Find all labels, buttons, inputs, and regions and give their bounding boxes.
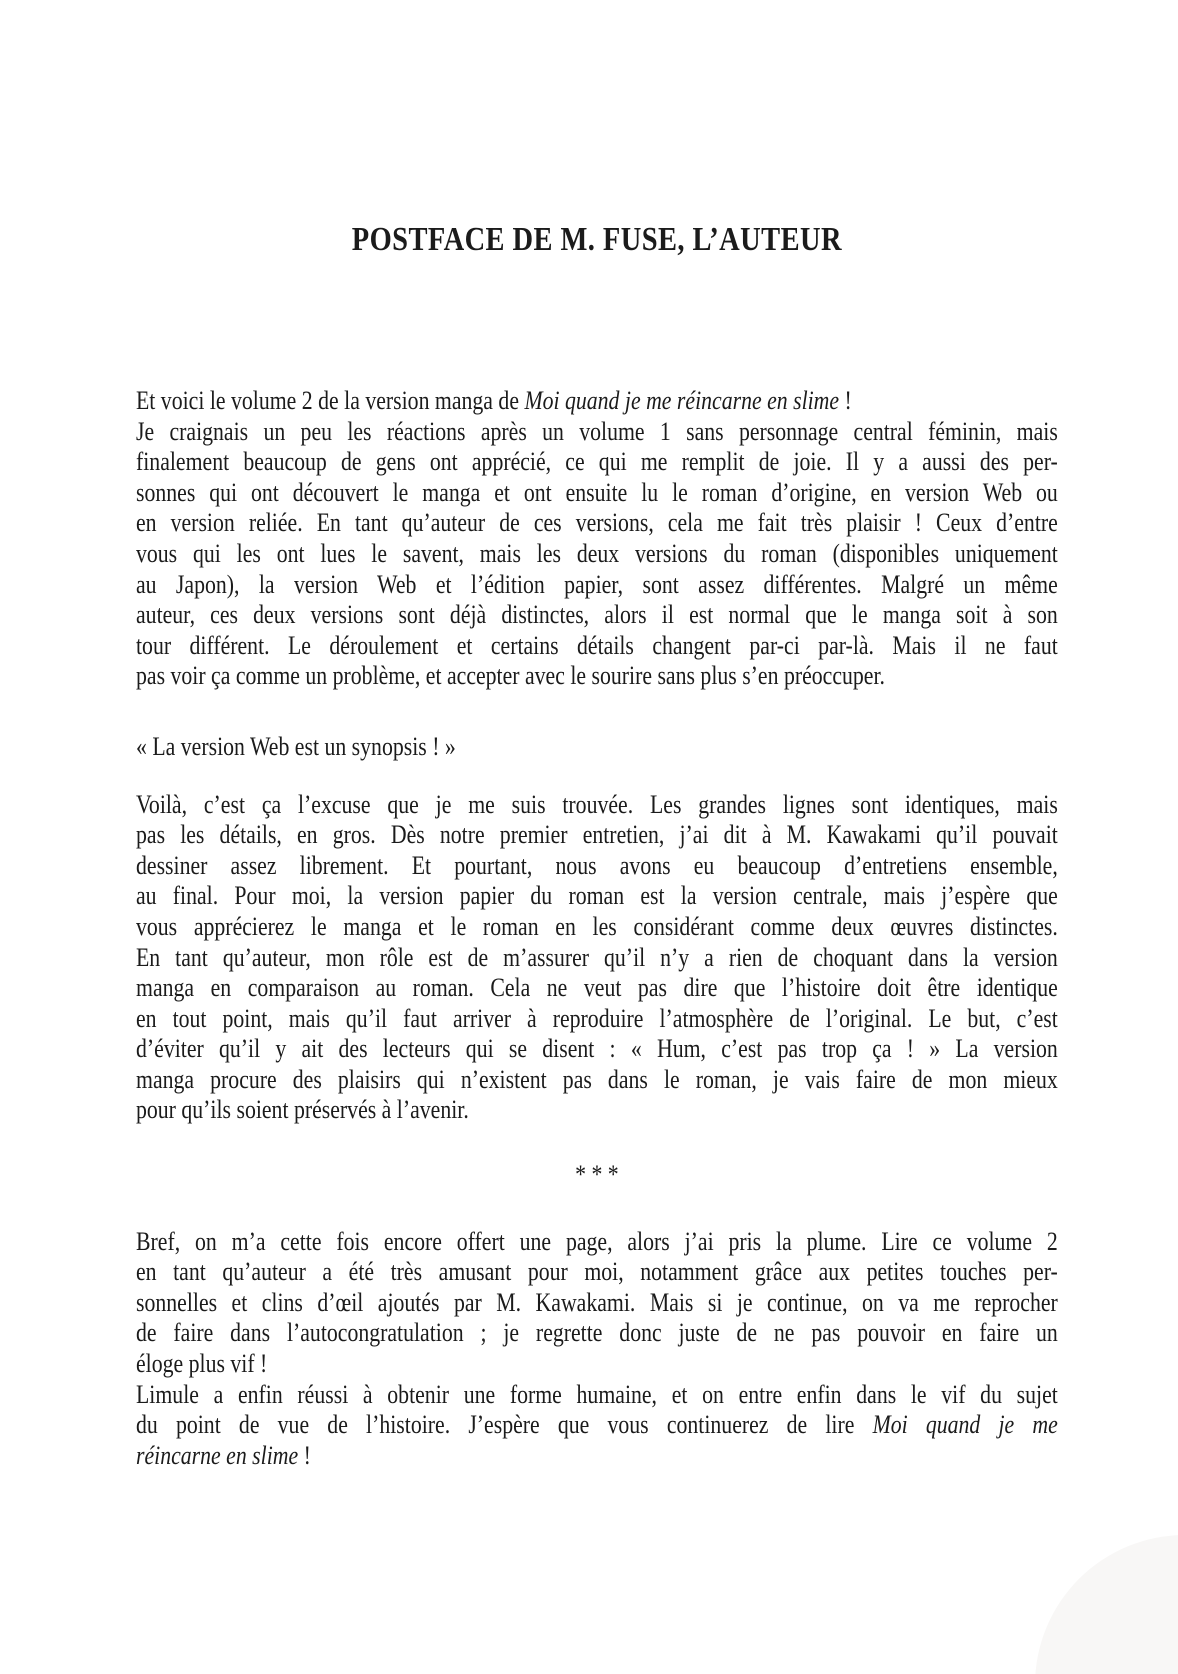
text-line: Voilà, c’est ça l’excuse que je me suis trouvée. Les grandes lignes sont identiques, mais <box>136 789 1058 819</box>
page-title: POSTFACE DE M. FUSE, L’AUTEUR <box>351 221 843 258</box>
text-line: éloge plus vif ! <box>136 1349 268 1379</box>
paragraph-2 <box>136 790 1058 1127</box>
text-line: vous qui les ont lues le savent, mais les deux versions du roman (disponibles uniquement <box>136 538 1058 568</box>
text-line: au final. Pour moi, la version papier du roman est la version centrale, mais j’espère que <box>136 881 1058 911</box>
text-line: Limule a enfin réussi à obtenir une forme humaine, et on entre enfin dans le vif du sujet <box>136 1379 1058 1409</box>
text-line: de faire dans l’autocongratulation ; je regrette donc juste de ne pas pouvoir en faire un <box>136 1318 1058 1348</box>
text-line: En tant qu’auteur, mon rôle est de m’assurer qu’il n’y a rien de choquant dans la version <box>136 942 1058 972</box>
quote-line <box>136 732 1058 763</box>
text-line: tour différent. Le déroulement et certains détails changent par-ci par-là. Mais il ne faut <box>136 630 1058 660</box>
text-line: réincarne en slime ! <box>136 1440 311 1470</box>
text-line: Bref, on m’a cette fois encore offert une page, alors j’ai pris la plume. Lire ce volume 2 <box>136 1226 1058 1256</box>
text-line: dessiner assez librement. Et pourtant, nous avons eu beaucoup d’entretiens ensemble, <box>136 850 1058 880</box>
page-content <box>136 0 1058 1674</box>
text-line: vous apprécierez le manga et le roman en les considérant comme deux œuvres distinctes. <box>136 911 1058 941</box>
text-line: d’éviter qu’il y ait des lecteurs qui se disent : « Hum, c’est pas trop ça ! » La version <box>136 1034 1058 1064</box>
text-line: finalement beaucoup de gens ont apprécié, ce qui me remplit de joie. Il y a aussi des per- <box>136 447 1058 477</box>
paragraph-3 <box>136 1227 1058 1472</box>
text-line: manga procure des plaisirs qui n’existent pas dans le roman, je vais faire de mon mieux <box>136 1064 1058 1094</box>
text-line: Je craignais un peu les réactions après un volume 1 sans personnage central féminin, mais <box>136 416 1058 446</box>
text-line: en version reliée. En tant qu’auteur de ces versions, cela me fait très plaisir ! Ceux d’entre <box>136 508 1058 538</box>
text-line: au Japon), la version Web et l’édition papier, sont assez différentes. Malgré un même <box>136 569 1058 599</box>
body-text <box>136 386 1058 1471</box>
section-divider <box>136 1160 1058 1191</box>
text-line: en tant qu’auteur a été très amusant pour moi, notamment grâce aux petites touches per- <box>136 1257 1058 1287</box>
text-line: pas les détails, en gros. Dès notre premier entretien, j’ai dit à M. Kawakami qu’il pouvait <box>136 820 1058 850</box>
text-line: * * * <box>575 1160 619 1190</box>
text-line: du point de vue de l’histoire. J’espère que vous continuerez de lire Moi quand je me <box>136 1410 1058 1440</box>
paragraph-1 <box>136 386 1058 692</box>
text-line: pour qu’ils soient préservés à l’avenir. <box>136 1095 469 1125</box>
text-line: manga en comparaison au roman. Cela ne veut pas dire que l’histoire doit être identique <box>136 973 1058 1003</box>
text-line: sonnes qui ont découvert le manga et ont ensuite lu le roman d’origine, en version Web ou <box>136 477 1058 507</box>
text-line: Et voici le volume 2 de la version manga de Moi quand je me réincarne en slime ! <box>136 386 852 415</box>
text-line: « La version Web est un synopsis ! » <box>136 731 456 761</box>
text-line: pas voir ça comme un problème, et accepter avec le sourire sans plus s’en préoccuper. <box>136 661 885 691</box>
text-line: auteur, ces deux versions sont déjà distinctes, alors il est normal que le manga soit à son <box>136 600 1058 630</box>
text-line: sonnelles et clins d’œil ajoutés par M. Kawakami. Mais si je continue, on va me reprocher <box>136 1287 1058 1317</box>
text-line: en tout point, mais qu’il faut arriver à reproduire l’atmosphère de l’original. Le but, c’est <box>136 1003 1058 1033</box>
